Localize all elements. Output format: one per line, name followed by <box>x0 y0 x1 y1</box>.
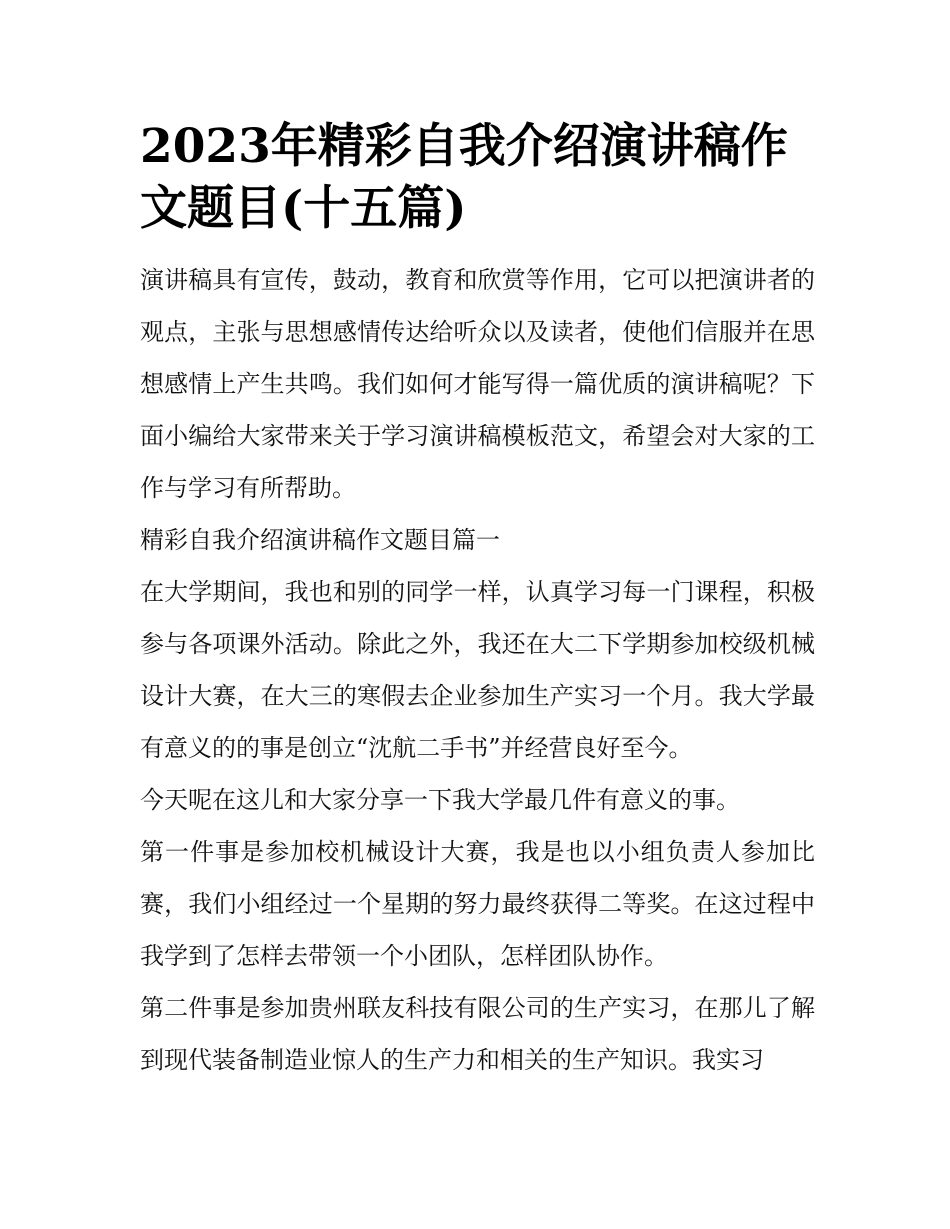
intro-paragraph: 演讲稿具有宣传，鼓动，教育和欣赏等作用，它可以把演讲者的观点，主张与思想感情传达给听众以及读者，使他们信服并在思想感情上产生共鸣。我们如何才能写得一篇优质的演讲稿呢？下面小编给大家带来关于学习演讲稿模板范文，希望会对大家的工作与学习有所帮助。 <box>140 266 815 502</box>
document-content <box>140 116 815 1086</box>
body-paragraph: 今天呢在这儿和大家分享一下我大学最几件有意义的事。 <box>140 786 740 814</box>
body-paragraph: 第一件事是参加校机械设计大赛，我是也以小组负责人参加比赛，我们小组经过一个星期的努力最终获得二等奖。在这过程中我学到了怎样去带领一个小团队，怎样团队协作。 <box>140 838 815 970</box>
body-paragraph: 在大学期间，我也和别的同学一样，认真学习每一门课程，积极参与各项课外活动。除此之外，我还在大二下学期参加校级机械设计大赛，在大三的寒假去企业参加生产实习一个月。我大学最有意义的的事是创立“沈航二手书”并经营良好至今。 <box>140 578 815 762</box>
document-title: 2023年精彩自我介绍演讲稿作文题目(十五篇) <box>140 119 788 236</box>
body-paragraph: 第二件事是参加贵州联友科技有限公司的生产实习，在那儿了解到现代装备制造业惊人的生产力和相关的生产知识。我实习 <box>140 994 815 1074</box>
section-heading: 精彩自我介绍演讲稿作文题目篇一 <box>140 526 500 554</box>
